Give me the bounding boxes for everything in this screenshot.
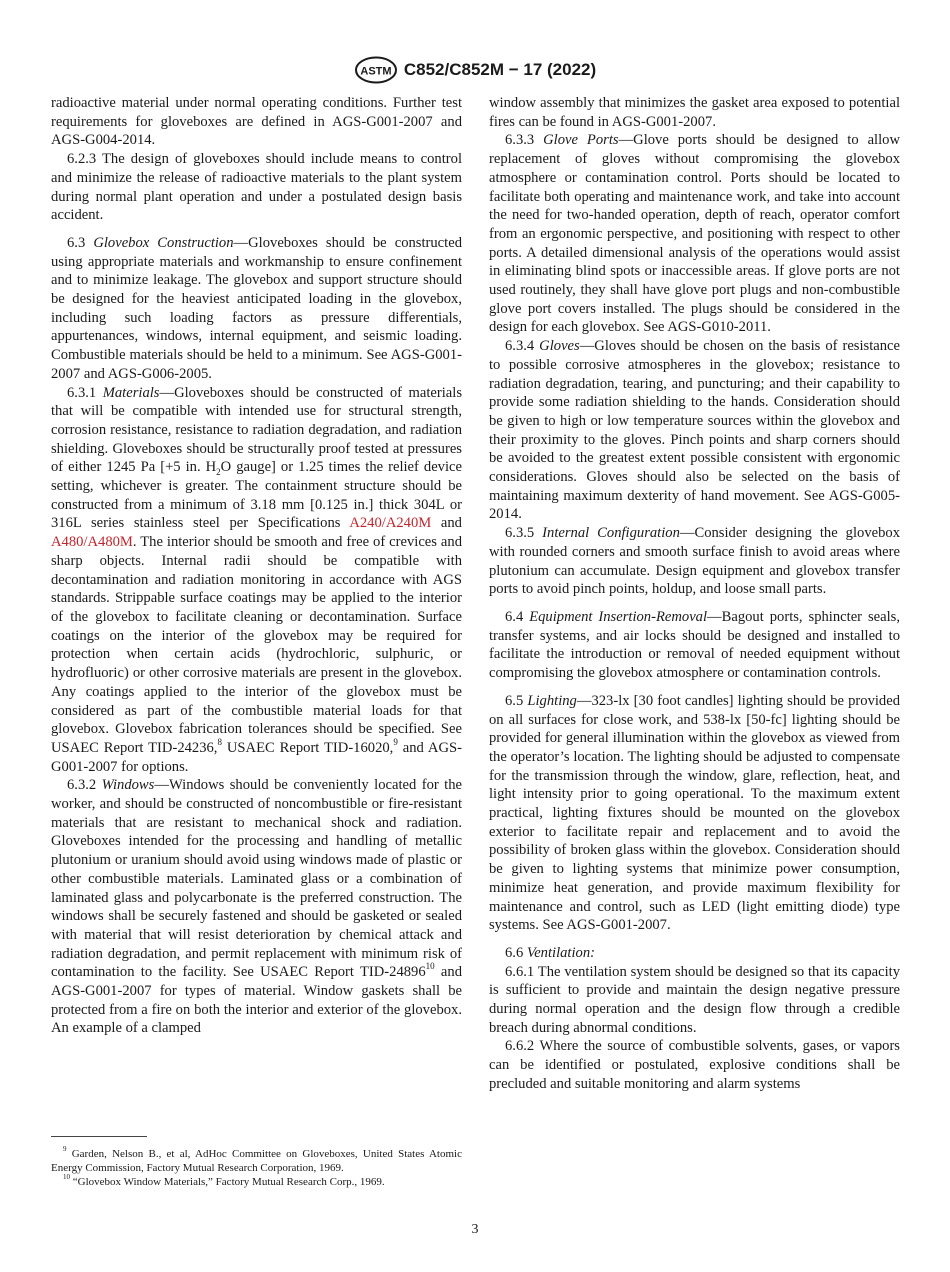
section-title: Lighting [527, 692, 577, 709]
section-title: Equipment Insertion-Removal [529, 608, 708, 625]
paragraph-6-3-3: 6.3.3 Glove Ports—Glove ports should be designed to allow replacement of gloves without compromising the glovebox atmosphere or contamination control. Ports should be located to facilitate both operating and maintenance work, and take into account the need for two-handed operation, depth of reach, operator comfort from an ergonomic perspective, and positioning with respect to other ports. A detailed dimensional analysis of the operations would assist in eliminating blind spots or inaccessible areas. If glove ports are not used routinely, they shall have glove port plugs and non-combustible glove port covers installed. The plugs should be considered in the design for each glovebox. See AGS-G010-2011. [489, 132, 901, 336]
section-title: Internal Configuration [542, 525, 680, 542]
page-header [0, 56, 950, 84]
paragraph-6-6-1: 6.6.1 The ventilation system should be designed so that its capacity is sufficient to provide and maintain the design negative pressure during normal operation and the design flow through a credible breach during abnormal conditions. [489, 963, 900, 1036]
paragraph-continued: window assembly that minimizes the gasket area exposed to potential fires can be found in AGS-G001-2007. [489, 95, 900, 130]
section-title: Gloves [539, 338, 580, 355]
right-column [489, 94, 900, 1094]
page-number: 3 [471, 1222, 479, 1237]
footnote-9: $^9$ Garden, Nelson B., et al, AdHoc Committee on Gloveboxes, United States Atomic Energy Commission, Factory Mutual Research Corporation, 1969. [51, 1145, 462, 1174]
footnotes [51, 1136, 462, 1189]
astm-logo-icon [354, 56, 398, 84]
paragraph-6-3-5: 6.3.5 Internal Configuration—Consider designing the glovebox with rounded corners and smooth surface finish to avoid areas where plutonium can accumulate. Design equipment and glovebox transfer ports to avoid pinch points, holdup, and loose small parts. [489, 525, 900, 598]
section-title: Glove Ports [543, 132, 619, 149]
paragraph-6-6: 6.6 Ventilation: [505, 944, 596, 961]
paragraph-6-6-2: 6.6.2 Where the source of combustible solvents, gases, or vapors can be identified or postulated, explosive conditions shall be precluded and suitable monitoring and alarm systems [489, 1038, 900, 1092]
paragraph-6-2-3: 6.2.3 The design of gloveboxes should include means to control and minimize the release of radioactive materials to the plant system during normal plant operation and under a postulated design basis accident. [51, 151, 462, 224]
paragraph-continued: radioactive material under normal operating conditions. Further test requirements for gloveboxes are defined in AGS-G001-2007 and AGS-G004-2014. [51, 95, 462, 149]
footnote-ref-9: 9 [393, 737, 398, 748]
footnote-10: $^{10}$ “Glovebox Window Materials,” Factory Mutual Research Corp., 1969. [63, 1173, 385, 1188]
paragraph-6-4: 6.4 Equipment Insertion-Removal—Bagout ports, sphincter seals, transfer systems, and air locks should be designed and installed to facilitate the introduction or removal of needed equipment without compromising the glovebox atmosphere or contamination controls. [489, 608, 901, 682]
paragraph-6-3-1: 6.3.1 Materials—Gloveboxes should be constructed of materials that will be compatible with intended use for structural strength, corrosion resistance, resistance to radiation degradation, and radiation shielding. Gloveboxes should be structurally proof tested at pressures of either 1245 Pa [+5 in. $H_2O$ gauge] or 1.25 times the relief device setting, whichever is greater. The containment structure should be constructed from a minimum of 3.18 mm [0.125 in.] thick 304L or 316L series stainless steel per Specifications A240/A240M and A480/A480M. The interior should be smooth and free of crevices and sharp objects. Internal radii should be compatible with decontamination and radiation monitoring in accordance with AGS standards. Strippable surface coatings may be applied to the interior of the glovebox to facilitate cleaning or decontamination. Surface coatings on the interior of the glovebox may be required for protection when certain acids (hydrochloric, sulphuric, or hydrofluoric) or other corrosive materials are present in the glovebox. Any coatings applied to the interior of the glovebox must be considered as part of the combustible material loads for that glovebox. Glovebox fabrication tolerances should be specified. See USAEC Report TID-24236,$^8$ USAEC Report TID-16020,$^9$ and AGS-G001-2007 for options. [51, 384, 463, 775]
paragraph-6-3-4: 6.3.4 Gloves—Gloves should be chosen on the basis of resistance to possible corrosive atmospheres in the glovebox; resistance to radiation degradation, tearing, and puncturing; and their capability to provide some radiation shielding to the hands. Consideration should be given to high or low temperature sources within the glovebox and their proximity to the gloves. Pinch points and sharp corners should be avoided to the greatest extent possible consistent with ergonomic considerations. Gloves should also be selected on the basis of maintaining maximum dexterity of hand movement. See AGS-G005-2014. [489, 338, 900, 523]
spec-link-a240[interactable]: A240/A240M [349, 515, 432, 532]
footnote-divider [51, 1136, 147, 1137]
spec-link-a480[interactable]: A480/A480M [51, 534, 133, 551]
section-title: Materials [102, 384, 160, 401]
section-title: Windows [101, 777, 155, 794]
footnote-ref-10: 10 [425, 961, 435, 972]
paragraph-6-3: 6.3 Glovebox Construction—Gloveboxes should be constructed using appropriate materials and workmanship to ensure confinement and to minimize leakage. The glovebox and support structure should be designed for the heaviest anticipated loading in the glovebox, including such loading factors as pressure differentials, appurtenances, windows, internal equipment, and seismic loading. Combustible materials should be held to a minimum. See AGS-G001-2007 and AGS-G006-2005. [51, 234, 462, 382]
section-title: Ventilation: [526, 944, 596, 961]
footnote-ref-8: 8 [217, 737, 222, 748]
paragraph-6-5: 6.5 Lighting—323-lx [30 foot candles] lighting should be provided on all surfaces for close work, and 538-lx [50-fc] lighting should be provided for general illumination within the glovebox as viewed from the operator’s location. The lighting should be adjusted to compensate for the transmission through the window, glare, reflection, heat, and light intensity prior to going operational. To the maximum extent practical, lighting fixtures should be mounted on the glovebox exterior to facilitate repair and replacement and to avoid the possibility of broken glass within the glovebox. Consideration should be given to lighting systems that minimize power consumption, minimize heat generation, and provide maximum flexibility for maintenance and control, such as LED (light emitting diode) type systems. See AGS-G001-2007. [489, 692, 901, 934]
left-column [51, 94, 462, 1038]
document-designation: C852/C852M − 17 (2022) [403, 60, 597, 79]
svg-text:ASTM: ASTM [360, 65, 392, 78]
paragraph-6-3-2: 6.3.2 Windows—Windows should be conveniently located for the worker, and should be constructed of noncombustible or fire-resistant materials that are resistant to mechanical shock and radiation. Gloveboxes intended for the processing and handling of metallic plutonium or uranium should avoid using windows made of plastic or other combustible materials. Laminated glass or a combination of laminated glass and polycarbonate is the preferred construction. The windows shall be securely fastened and should be gasketed or sealed with material that will resist deterioration by chemical attack and radiation degradation, and permit replacement with minimum risk of contamination to the facility. See USAEC Report TID-24896$^{10}$ and AGS-G001-2007 for types of material. Window gaskets shall be protected from a fire on both the interior and exterior of the glovebox. An example of a clamped [51, 777, 462, 1037]
section-title: Glovebox Construction [93, 234, 234, 251]
